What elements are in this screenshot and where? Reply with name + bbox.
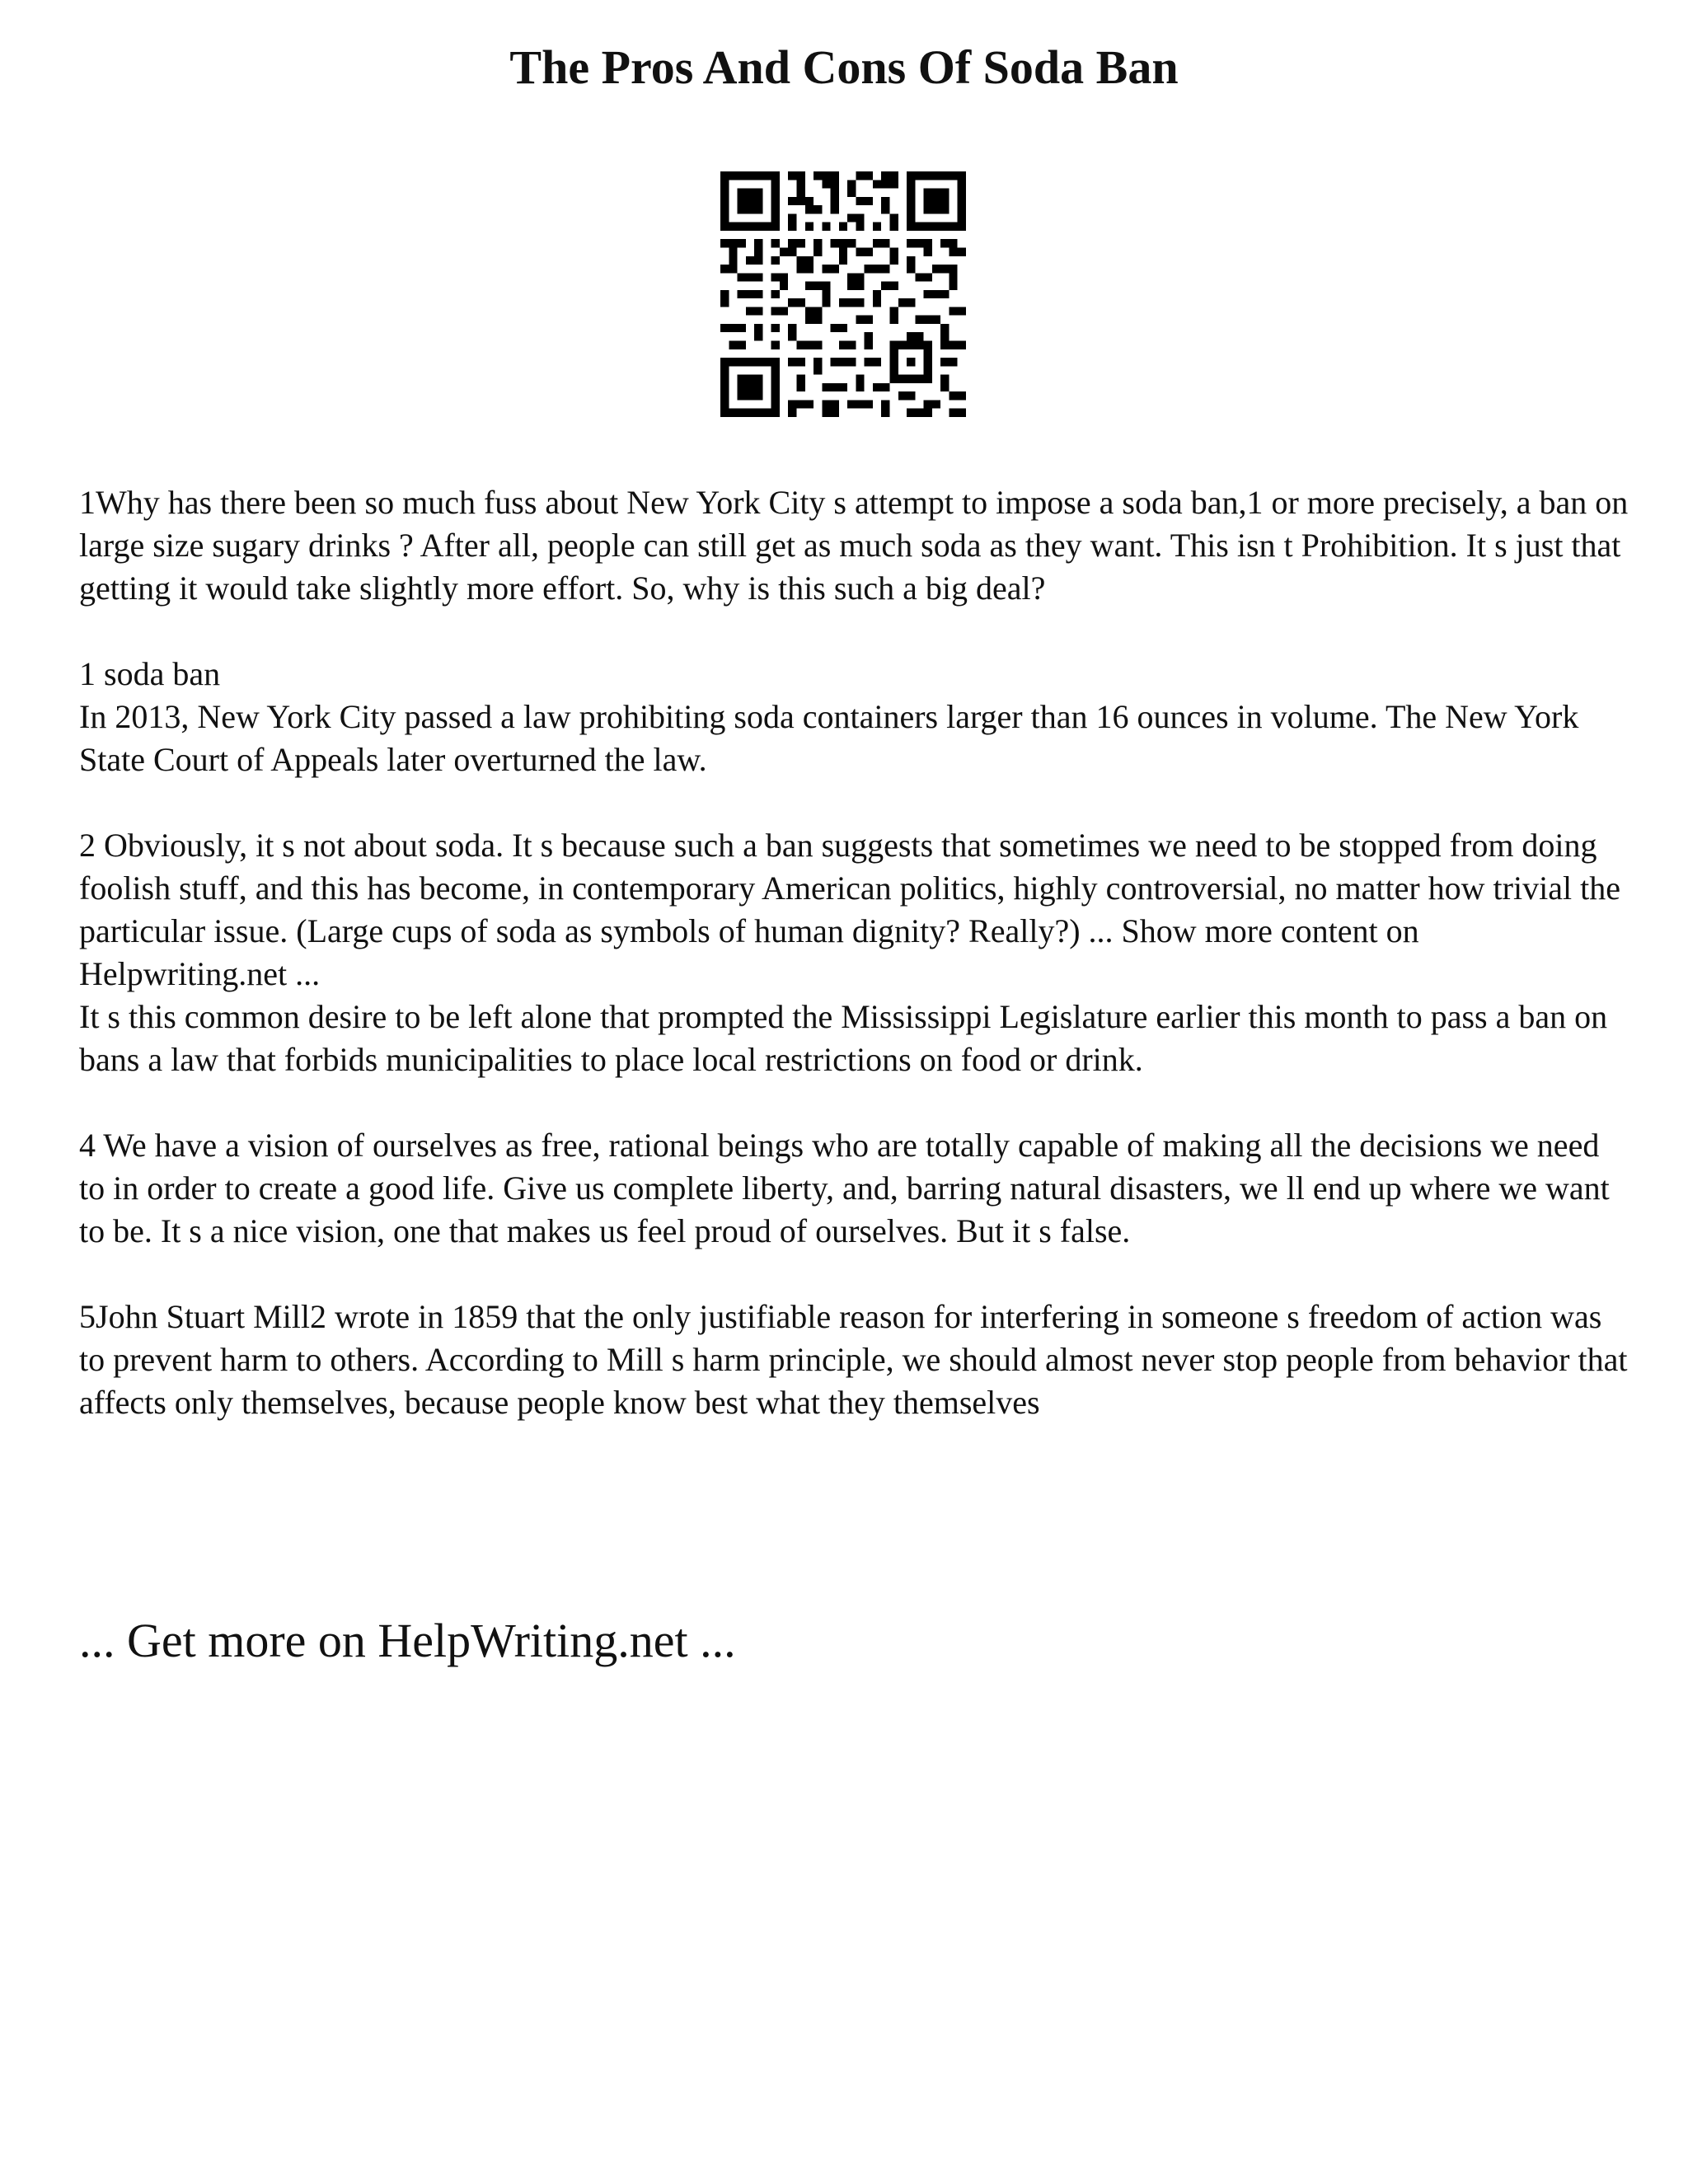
qr-code-icon: [720, 171, 966, 417]
paragraph-intro: 1Why has there been so much fuss about New York City s attempt to impose a soda ban,1 or more precisely, a ban on large size sugary drinks ? After all, people can still get as much soda as they want. This isn t Prohibition. It s just that getting it would take slightly more effort. So, why is this such a big deal?: [79, 484, 1629, 607]
paragraph-4: 4 We have a vision of ourselves as free, rational beings who are totally capable of making all the decisions we need to in order to create a good life. Give us complete liberty, and, barring natural disasters, we ll end up where we want to be. It s a nice vision, one that makes us feel proud of ourselves. But it s false.: [79, 1127, 1610, 1249]
footnote-soda-ban: 1 soda ban In 2013, New York City passed a law prohibiting soda containers larger than 16 ounces in volume. The New York State Court of Appeals later overturned the law.: [79, 655, 1579, 778]
page-title: The Pros And Cons Of Soda Ban: [509, 40, 1179, 94]
paragraph-3: It s this common desire to be left alone that prompted the Mississippi Legislature earlier this month to pass a ban on bans a law that forbids municipalities to place local restrictions on food or drink.: [79, 998, 1608, 1078]
article-body: [79, 481, 1629, 1467]
paragraph-5: 5John Stuart Mill2 wrote in 1859 that the only justifiable reason for interfering in someone s freedom of action was to prevent harm to others. According to Mill s harm principle, we should almost never stop people from behavior that affects only themselves, because people know best what they themselves: [79, 1298, 1628, 1421]
get-more-link[interactable]: ... Get more on HelpWriting.net ...: [79, 1614, 736, 1667]
paragraph-2: 2 Obviously, it s not about soda. It s because such a ban suggests that sometimes we need to be stopped from doing foolish stuff, and this has become, in contemporary American politics, highly controversial, no matter how trivial the particular issue. (Large cups of soda as symbols of human dignity? Really?) ... Show more content on Helpwriting.net ...: [79, 827, 1620, 992]
